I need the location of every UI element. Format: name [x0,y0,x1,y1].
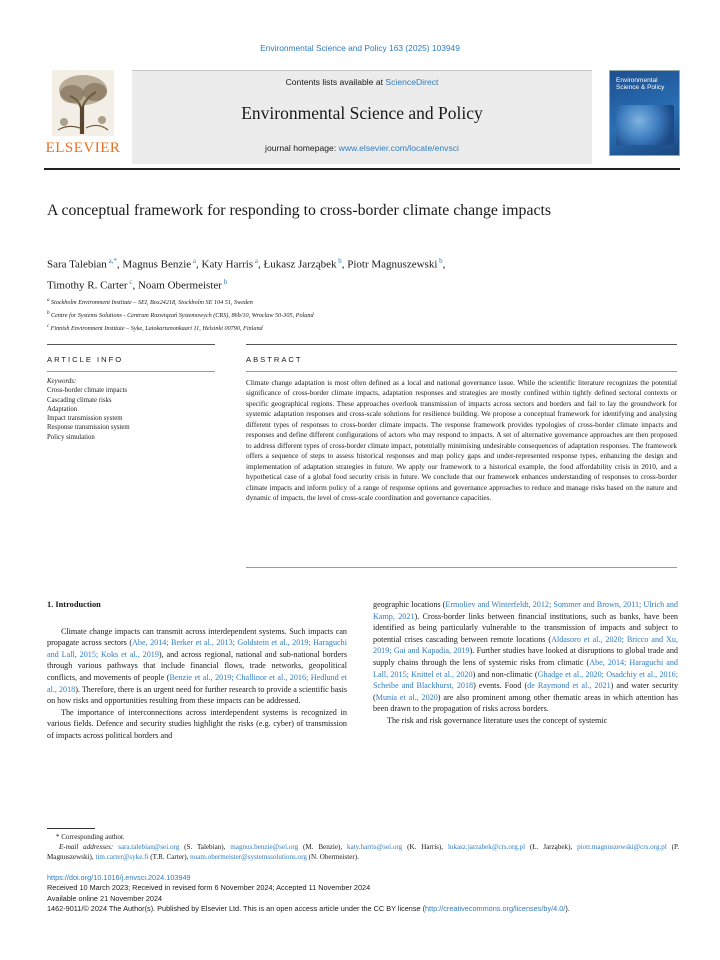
paragraph [373,715,678,727]
email-link[interactable]: sara.talebian@sei.org [118,843,180,852]
affiliation [47,321,667,334]
keyword: Cascading climate risks [47,396,112,404]
author-line-1: Sara Talebian $^{a,*}$, Magnus Benzie $^a$, Katy Harris $^a$, Łukasz Jarząbek $^b$, Piotr Magnuszewski $^b$, [47,257,446,271]
email-text: (K. Harris), [402,843,448,852]
available-online: Available online 21 November 2024 [47,893,163,903]
affiliation-text: Centre for Systems Solutions - Centrum Rozwiązań Systemowych (CRS), 86b/10, Wroclaw 50-305, Poland [50,312,314,320]
abstract-rule [246,344,677,345]
keyword: Policy simulation [47,433,95,441]
paragraph-text: ). Cross-border links between financial institutions, such as banks, have been identified as being particularly vulnerable to the transmission of impacts and subject to potential crises cascading between remote locations ( [373,611,678,644]
email-text: (N. Obermeister). [306,853,359,862]
author-affiliation-marker[interactable]: a [253,257,258,265]
email-link[interactable]: magnus.benzie@sei.org [230,843,299,852]
section-heading-introduction: 1. Introduction [47,600,101,609]
author-name: Katy Harris [201,258,254,271]
author-name: Piotr Magnuszewski [347,258,438,271]
paragraph-text: ). Further studies have looked at disruptions to global trade and supply chains through the lens of systemic risks from climatic ( [373,646,678,667]
contents-line [132,77,592,87]
paragraph-text: ), and across regional, national and sub-national borders through various pathways that include financial flows, trade networks, geopolitical conflicts, and movements of people ( [47,649,347,682]
author-affiliation-marker[interactable]: a [191,257,197,265]
email-link[interactable]: tim.carter@syke.fi [95,853,149,862]
citation-link[interactable]: Abe, 2014; Berker et al., 2013; Goldstein et al., 2019; Haraguchi and Lall, 2015; Koks et al., 2019 [47,638,347,659]
journal-cover-thumbnail[interactable] [609,70,680,156]
paragraph [373,599,678,715]
citation-link[interactable]: Benzie et al., 2019; Challinor et al., 2016; Hedlund et al., 2018 [47,672,347,694]
email-addresses [47,842,679,862]
license-suffix: ). [565,903,570,913]
elsevier-logo[interactable] [44,70,122,164]
homepage-prefix: journal homepage: [265,143,339,153]
email-text: (T.R. Carter), [148,853,191,862]
keyword: Impact transmission system [47,415,123,423]
publication-meta [47,873,679,914]
email-link[interactable]: piotr.magnuszewski@crs.org.pl [577,843,667,852]
license-link[interactable]: http://creativecommons.org/licenses/by/4.0/ [425,903,566,913]
email-text: (Ł. Jarząbek), [525,843,578,852]
body-column-right [373,599,678,727]
article-info-rule-lower [47,371,215,372]
sciencedirect-link[interactable]: ScienceDirect [385,77,439,87]
paragraph-text: ) are also prominent among other thematic areas in which attention has been drawn to the propagation of risks across borders. [373,692,678,714]
author-affiliation-marker[interactable]: a,* [106,257,117,265]
email-link[interactable]: lukasz.jarzabek@crs.org.pl [447,843,526,852]
citation-link[interactable]: Abe, 2014; Haraguchi and Lall, 2015; Knittel et al., 2020 [373,657,678,679]
keywords-label: Keywords: [47,378,77,385]
paragraph-text: Climate change impacts can transmit across interdependent systems. Such impacts can propagate across sectors ( [47,626,347,648]
paragraph-text: ). Therefore, there is an urgent need for further research to provide a scientific basis on how risks and opportunities resulting from these impacts can be addressed. [47,684,347,706]
left-paragraphs [47,626,347,742]
keyword: Cross-border climate impacts [47,387,128,395]
elsevier-tree-icon [52,70,114,136]
paragraph-text: The risk and risk governance literature uses the concept of systemic [387,715,608,725]
license-prefix: 1462-9011/© 2024 The Author(s). Published by Elsevier Ltd. This is an open access article under the CC BY license ( [47,903,425,913]
journal-banner [132,70,592,164]
article-info-rule [47,344,215,345]
author-list [47,253,647,294]
publisher-name: ELSEVIER [45,140,121,156]
received-dates: Received 10 March 2023; Received in revised form 6 November 2024; Accepted 11 November 2024 [47,883,371,893]
paragraph [47,707,347,742]
affiliation [47,295,667,308]
masthead-rule [44,168,680,170]
keyword: Adaptation [47,405,78,413]
affiliation-marker: c [47,323,51,330]
affiliation-marker: b [47,310,51,317]
author-affiliation-marker[interactable]: b [437,257,443,265]
license-line [47,904,679,914]
article-info-heading: ARTICLE INFO [47,355,124,364]
corresponding-author-note: * Corresponding author. [47,833,125,841]
body-column-left [47,599,347,742]
abstract-end-rule [246,567,677,568]
paragraph [47,626,347,707]
abstract-heading: ABSTRACT [246,355,303,364]
journal-title: Environmental Science and Policy [241,103,483,123]
citation-link[interactable]: Aldasoro et al., 2020; Bricco and Xu, 2019; Gai and Kapadia, 2019 [373,634,678,656]
author-name: Magnus Benzie [122,258,192,271]
journal-reference[interactable]: Environmental Science and Policy 163 (2025) 103949 [260,43,460,53]
paragraph-text: ) and non-climatic ( [472,669,538,679]
citation-link[interactable]: de Raymond et al., 2021 [527,681,611,691]
footnote-rule [47,828,95,829]
citation-link[interactable]: Ghadge et al., 2020; Osadchiy et al., 2016; Scheibe and Blackhurst, 2018 [373,669,678,691]
keywords-block [47,377,215,442]
email-text: E-mail addresses: [59,843,119,852]
author-line-2: Timothy R. Carter $^c$, Noam Obermeister $^b$ [47,277,228,292]
affiliation-text: Finnish Environment Institute – Syke, Latokartanonkaari 11, Helsinki 00790, Finland [50,325,263,333]
author-name: Noam Obermeister [137,279,222,292]
homepage-link[interactable]: www.elsevier.com/locate/envsci [338,143,459,153]
paragraph-text: ) and water security ( [373,681,679,702]
article-title: A conceptual framework for responding to cross-border climate change impacts [47,202,552,219]
abstract-rule-lower [246,371,677,372]
cover-title: Environmental Science & Policy [616,77,665,91]
keyword: Response transmission system [47,424,130,432]
author-affiliation-marker[interactable]: c [127,277,133,286]
affiliation [47,308,667,321]
abstract-text: Climate change adaptation is most often defined as a local and national governance issue. While the scientific literature recognizes the potential significance of cross-border climate impacts, adaptation responses and strategies are mostly confined within tightly defined sectoral contexts or specific geographical regions. These approaches overlook transmission of impacts across sectors and borders and fail to lay the groundwork for systemic adaptation responses and cross-scale solutions for resilience building. We propose a conceptual framework for identifying and analysing different types of responses to cross-border climate impacts. The response framework provides typologies of cross-border climate impacts and responses and define different configurations of actors who may respond to impacts. A set of alternative governance approaches are then proposed to address different types of cross-border climate impact, potentially minimising undesirable consequences of adaptation responses. The framework offers a sequence of steps to assess historical responses and map policy gaps and under-represented response types, enhancing the design and implementation of adaptation strategies in future. We apply our framework to a historical example, the food affordability crisis in 2010, and a hypothetical case of a global food security crisis in future. We conclude that our framework enhances understanding of responses to cross-border climate impacts and inform policy of a range of response options and governance approaches to reduce and manage risks based on the nature and dynamic of impacts, the level of cross-scale coordination and governance capacities. [246,379,677,502]
homepage-line [132,143,592,153]
email-text: (M. Benzie), [298,843,348,852]
corresponding-text: Corresponding author. [61,833,125,841]
email-link[interactable]: katy.harris@sei.org [347,843,403,852]
affiliation-marker: a [47,297,51,303]
affiliations [47,295,667,334]
footnotes [47,832,679,863]
email-link[interactable]: noam.obermeister@systemssolutions.org [190,853,307,862]
author-name: Łukasz Jarząbek [263,258,337,271]
author-name: Timothy R. Carter [47,279,128,292]
affiliation-text: Stockholm Environment Institute – SEI, Box24218, Stockholm SE 104 51, Sweden [50,299,253,307]
cover-image [616,105,674,145]
author-name: Sara Talebian [47,258,107,271]
contents-prefix: Contents lists available at [285,77,386,87]
citation-link[interactable]: Munia et al., 2020 [375,692,438,702]
paragraph-text: The importance of interconnections across interdependent systems is recognized in various fields. Defence and security studies highlight the risks (e.g. cyber) of transmission of impacts across political borders and [47,707,347,740]
author-affiliation-marker[interactable]: b [221,277,228,286]
keywords-list [47,386,215,442]
right-paragraphs [373,599,678,727]
email-text: (P. Magnuszewski), [47,843,679,862]
paragraph-text: geographic locations ( [373,600,446,609]
doi-link[interactable]: https://doi.org/10.1016/j.envsci.2024.103949 [47,873,191,882]
email-text: (S. Talebian), [179,843,231,852]
masthead [44,70,680,164]
citation-link[interactable]: Ermoliev and Winterfeldt, 2012; Sommer and Brown, 2011; Ulrich and Kamp, 2021 [373,600,678,621]
author-affiliation-marker[interactable]: b [336,257,342,265]
paragraph-text: ) events. Food ( [473,681,528,691]
